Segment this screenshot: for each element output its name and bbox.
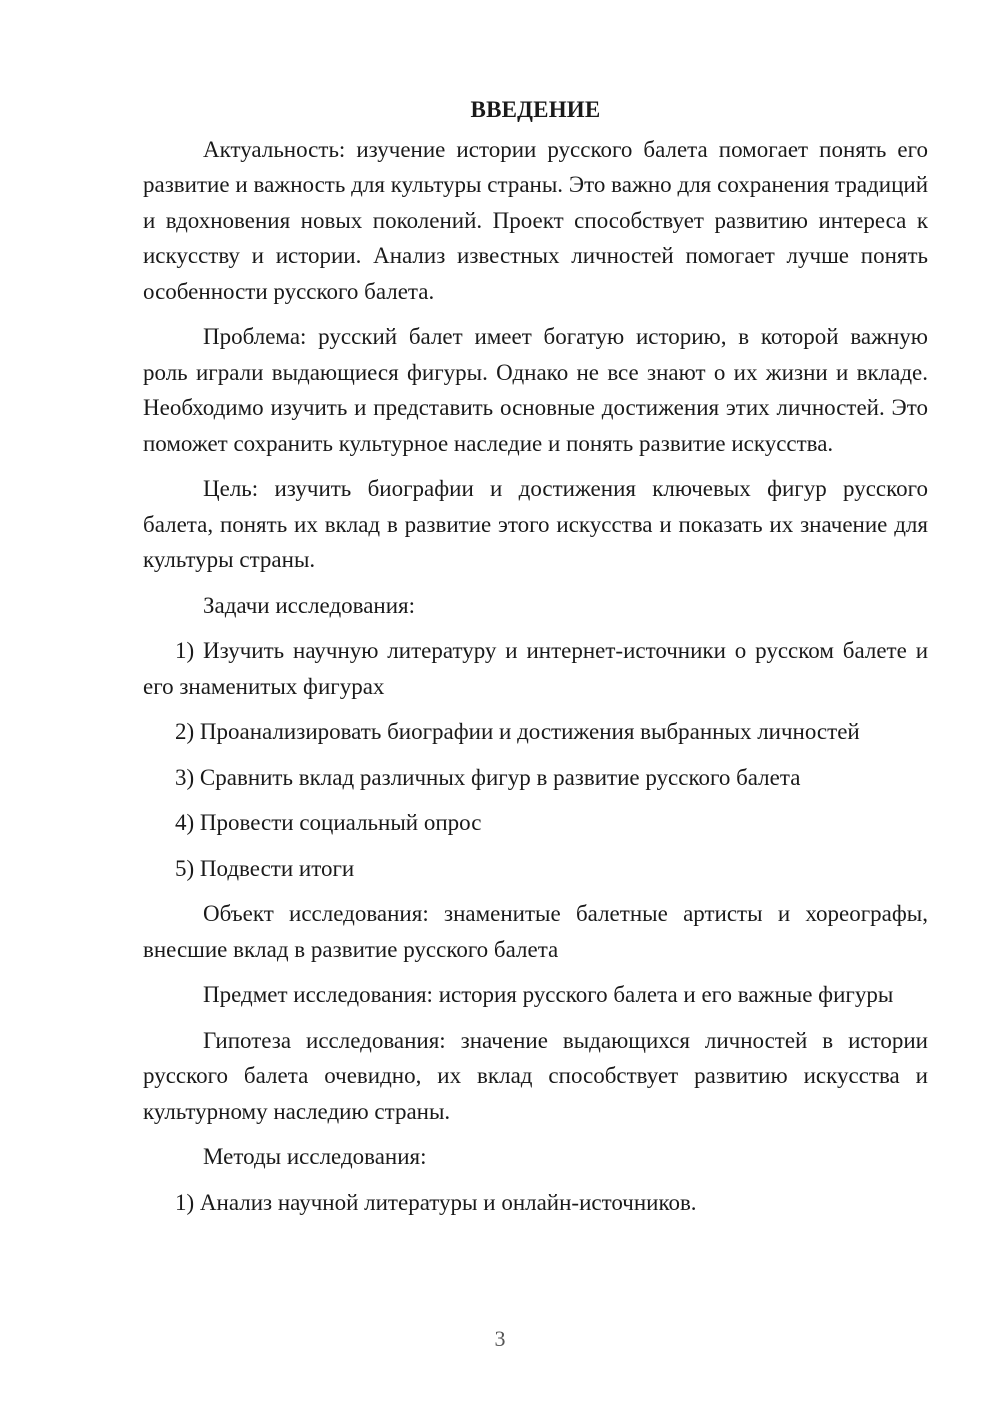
method-item: 1) Анализ научной литературы и онлайн-источников.: [175, 1189, 697, 1215]
task-item: 4) Провести социальный опрос: [175, 810, 482, 835]
paragraph-hypothesis: Гипотеза исследования: значение выдающихся личностей в истории русского балета очевидно, их вклад способствует развитию искусства и культурному наследию страны.: [143, 1027, 928, 1124]
document-page: [143, 92, 928, 1230]
paragraph-goal: Цель: изучить биографии и достижения ключевых фигур русского балета, понять их вклад в развитие этого искусства и показать их значение для культуры страны.: [143, 476, 928, 572]
task-item: 5) Подвести итоги: [175, 855, 355, 881]
paragraph-subject: Предмет исследования: история русского балета и его важные фигуры: [203, 982, 894, 1007]
task-item: 3) Сравнить вклад различных фигур в развитие русского балета: [175, 764, 801, 790]
page-number: 3: [494, 1326, 506, 1351]
tasks-heading: Задачи исследования:: [203, 592, 416, 618]
page-title: ВВЕДЕНИЕ: [470, 97, 601, 122]
methods-heading: Методы исследования:: [203, 1144, 427, 1169]
paragraph-relevance: Актуальность: изучение истории русского балета помогает понять его развитие и важность для культуры страны. Это важно для сохранения традиций и вдохновения новых поколений. Проект способствует развитию интереса к искусству и истории. Анализ известных личностей помогает лучше понять особенности русского балета.: [143, 136, 928, 304]
paragraph-object: Объект исследования: знаменитые балетные артисты и хореографы, внесшие вклад в развитие русского балета: [143, 901, 928, 962]
paragraph-problem: Проблема: русский балет имеет богатую историю, в которой важную роль играли выдающиеся фигуры. Однако не все знают о их жизни и вкладе. Необходимо изучить и представить основные достижения этих личностей. Это поможет сохранить культурное наследие и понять развитие искусства.: [143, 324, 928, 456]
task-item: 2) Проанализировать биографии и достижения выбранных личностей: [175, 719, 860, 744]
task-item: 1) Изучить научную литературу и интернет-источники о русском балете и его знаменитых фигурах: [143, 638, 928, 699]
